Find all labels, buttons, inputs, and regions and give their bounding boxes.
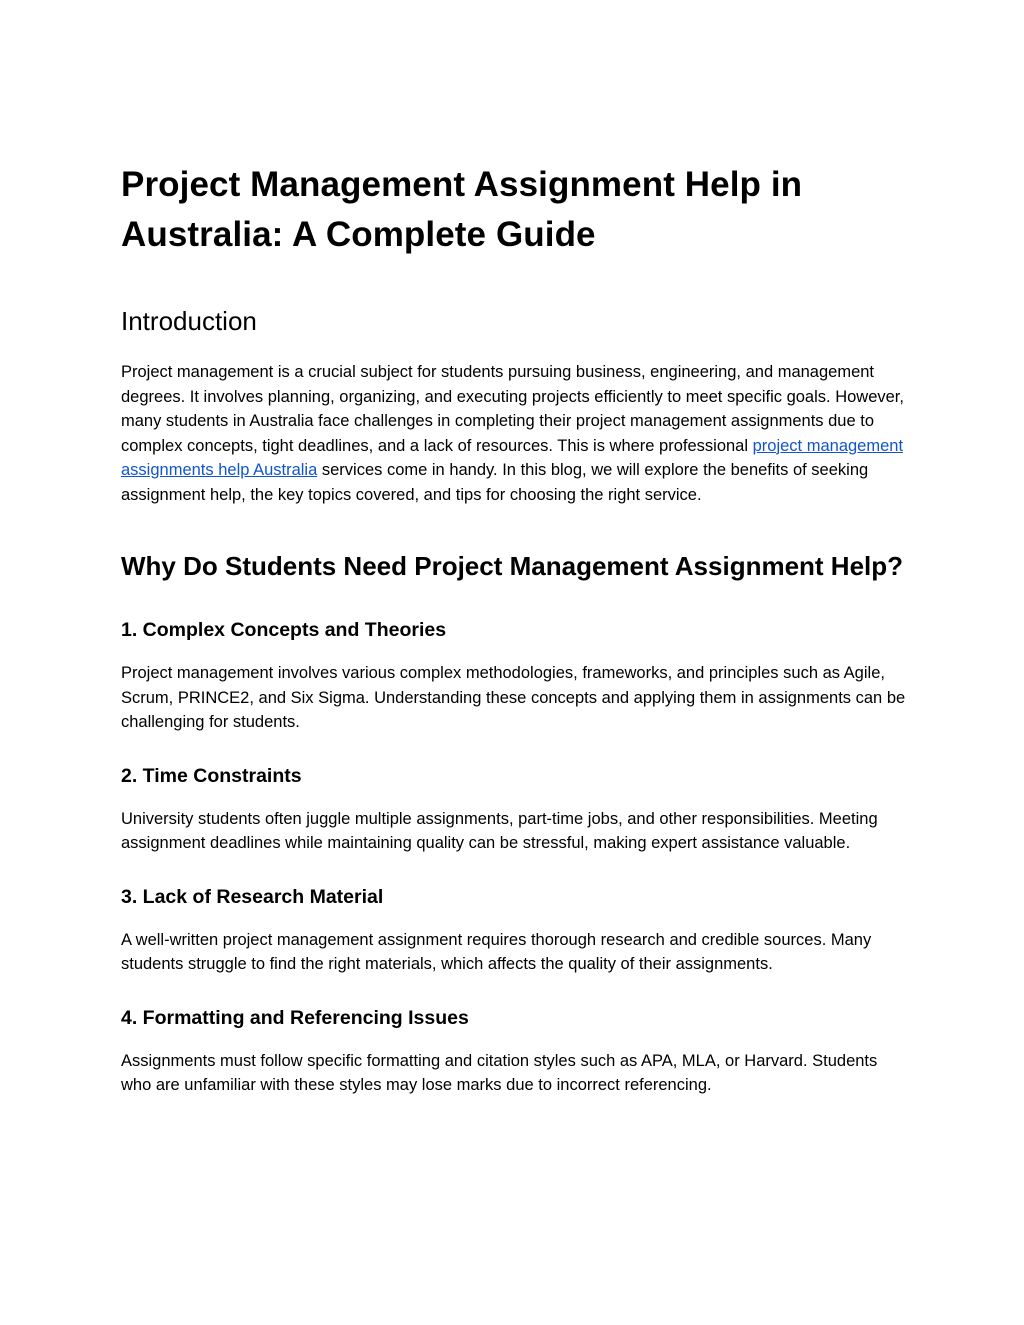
reason-text-time-constraints: University students often juggle multiple assignments, part-time jobs, and other responsibilities. Meeting assignment deadlines while maintaining quality can be stressful, making expert assistance valuable. (121, 809, 878, 852)
intro-text-before-link: Project management is a crucial subject for students pursuing business, engineering, and management degrees. It involves planning, organizing, and executing projects efficiently to meet specific goals. However, many students in Australia face challenges in completing their project management assignments due to complex concepts, tight deadlines, and a lack of resources. This is where professional (121, 363, 904, 455)
reason-text-formatting-referencing: Assignments must follow specific formatting and citation styles such as APA, MLA, or Harvard. Students who are unfamiliar with these styles may lose marks due to incorrect referencing. (121, 1051, 878, 1094)
document-title: Project Management Assignment Help in Australia: A Complete Guide (121, 165, 803, 254)
document-page (121, 160, 911, 1126)
intro-heading: Introduction (121, 306, 257, 336)
reason-text-complex-concepts: Project management involves various complex methodologies, frameworks, and principles such as Agile, Scrum, PRINCE2, and Six Sigma. Understanding these concepts and applying them in assignments can be challenging for students. (121, 664, 906, 731)
reason-heading-complex-concepts: 1. Complex Concepts and Theories (121, 619, 447, 641)
reason-heading-time-constraints: 2. Time Constraints (121, 764, 302, 787)
pm-assignment-help-link[interactable]: project management assignments help Australia (121, 436, 904, 479)
reason-text-research-material: A well-written project management assignment requires thorough research and credible sources. Many students struggle to find the right materials, which affects the quality of their assignments. (121, 930, 872, 973)
intro-paragraph (121, 360, 911, 507)
reason-heading-formatting-referencing: 4. Formatting and Referencing Issues (121, 1006, 469, 1029)
reason-heading-research-material: 3. Lack of Research Material (121, 885, 384, 908)
intro-text-after-link: services come in handy. In this blog, we will explore the benefits of seeking assignment help, the key topics covered, and tips for choosing the right service. (121, 461, 869, 504)
why-section-heading: Why Do Students Need Project Management Assignment Help? (121, 551, 904, 581)
